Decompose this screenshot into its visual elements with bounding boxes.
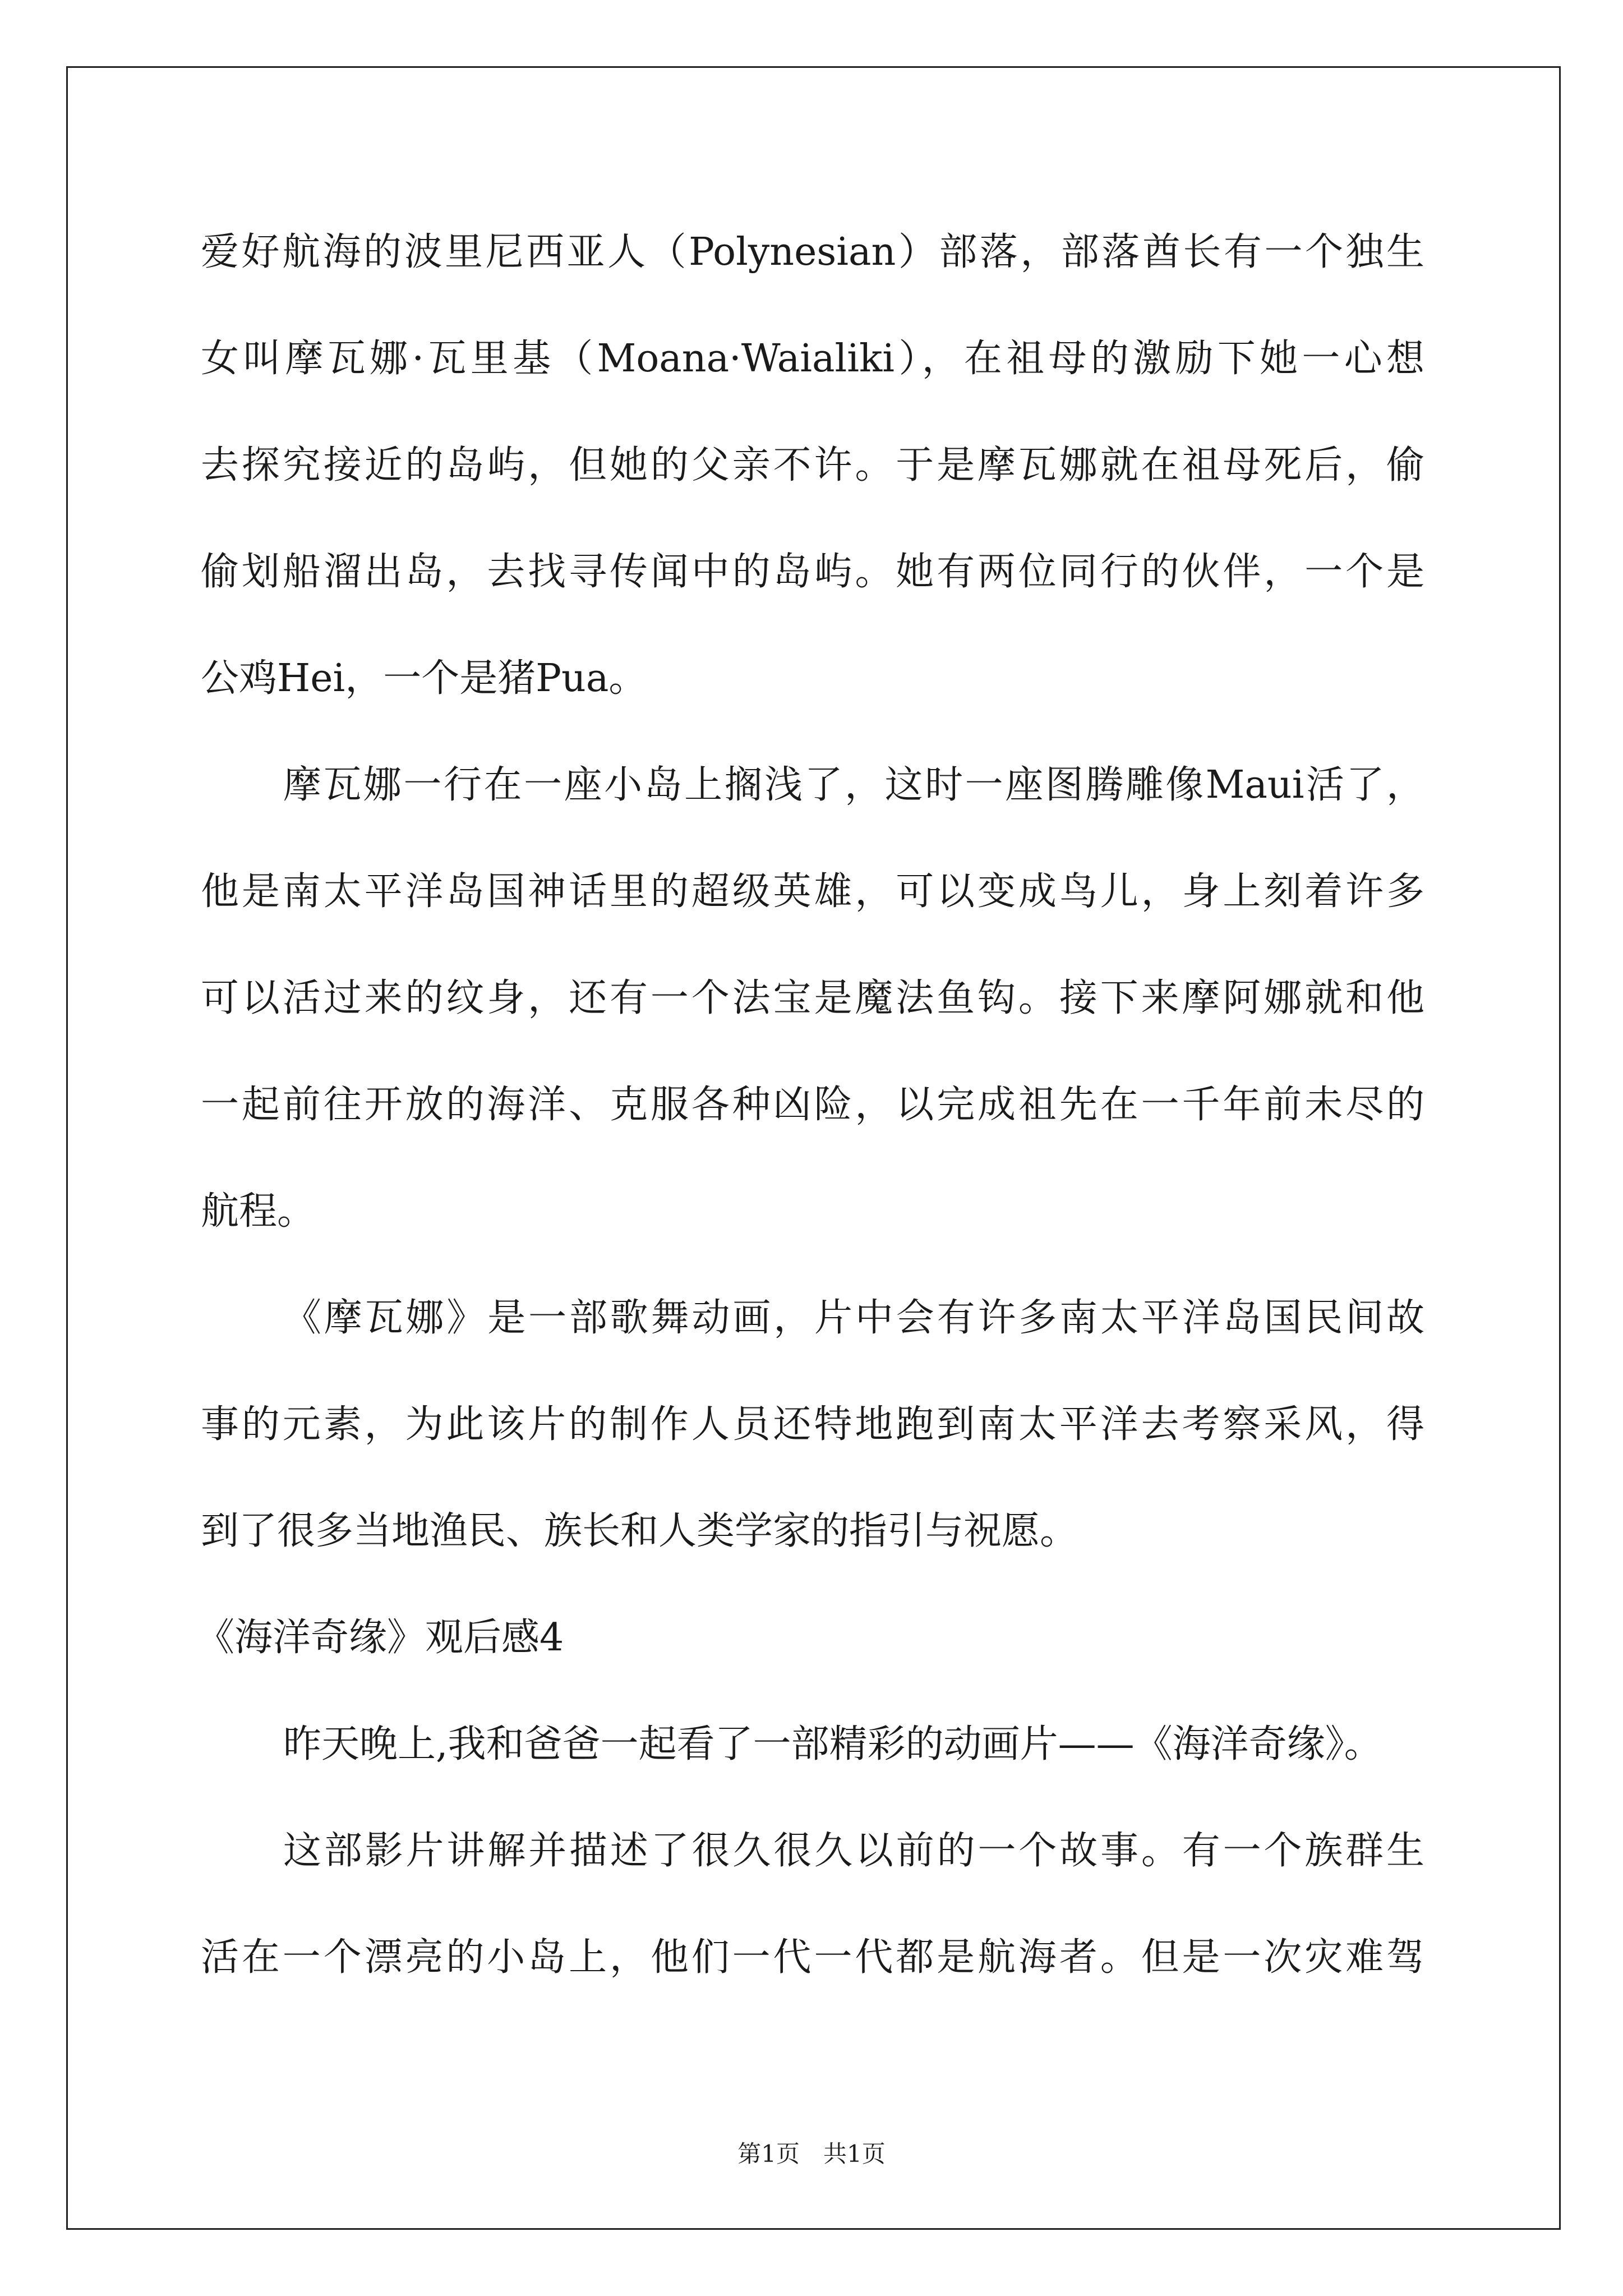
paragraph-essay-story	[201, 1798, 1424, 2011]
page-number-footer: 第1页 共1页	[737, 2140, 886, 2168]
paragraph-maui	[201, 732, 1424, 1265]
text-line: 他是南太平洋岛国神话里的超级英雄，可以变成鸟儿，身上刻着许多	[201, 869, 1424, 914]
text-line: 昨天晚上,我和爸爸一起看了一部精彩的动画片——《海洋奇缘》。	[283, 1722, 1382, 1766]
section-heading	[196, 1585, 1424, 1691]
text-line: 去探究接近的岛屿，但她的父亲不许。于是摩瓦娜就在祖母死后，偷	[201, 443, 1424, 487]
paragraph-plot-intro	[201, 199, 1424, 732]
text-line: 偷划船溜出岛，去找寻传闻中的岛屿。她有两位同行的伙伴，一个是	[201, 550, 1424, 594]
text-line: 航程。	[201, 1189, 316, 1234]
text-line: 可以活过来的纹身，还有一个法宝是魔法鱼钩。接下来摩阿娜就和他	[201, 976, 1424, 1020]
text-line: 《摩瓦娜》是一部歌舞动画，片中会有许多南太平洋岛国民间故	[283, 1296, 1424, 1340]
paragraph-essay-opening	[201, 1691, 1424, 1798]
text-line: 女叫摩瓦娜·瓦里基（Moana·Waialiki），在祖母的激励下她一心想	[201, 337, 1424, 381]
document-body	[196, 199, 1424, 2011]
text-line: 公鸡Hei，一个是猪Pua。	[201, 656, 647, 701]
text-line: 一起前往开放的海洋、克服各种凶险，以完成祖先在一千年前未尽的	[201, 1083, 1424, 1127]
text-line: 这部影片讲解并描述了很久很久以前的一个故事。有一个族群生	[283, 1829, 1424, 1873]
paragraph-production	[201, 1265, 1424, 1585]
text-line: 到了很多当地渔民、族长和人类学家的指引与祝愿。	[201, 1509, 1078, 1553]
text-line: 摩瓦娜一行在一座小岛上搁浅了，这时一座图腾雕像Maui活了，	[283, 763, 1424, 807]
text-line: 事的元素，为此该片的制作人员还特地跑到南太平洋去考察采风，得	[201, 1402, 1424, 1447]
section-title: 《海洋奇缘》观后感4	[196, 1616, 564, 1660]
text-line: 活在一个漂亮的小岛上，他们一代一代都是航海者。但是一次灾难驾	[201, 1935, 1424, 1980]
text-line: 爱好航海的波里尼西亚人（Polynesian）部落，部落酋长有一个独生	[201, 230, 1424, 274]
